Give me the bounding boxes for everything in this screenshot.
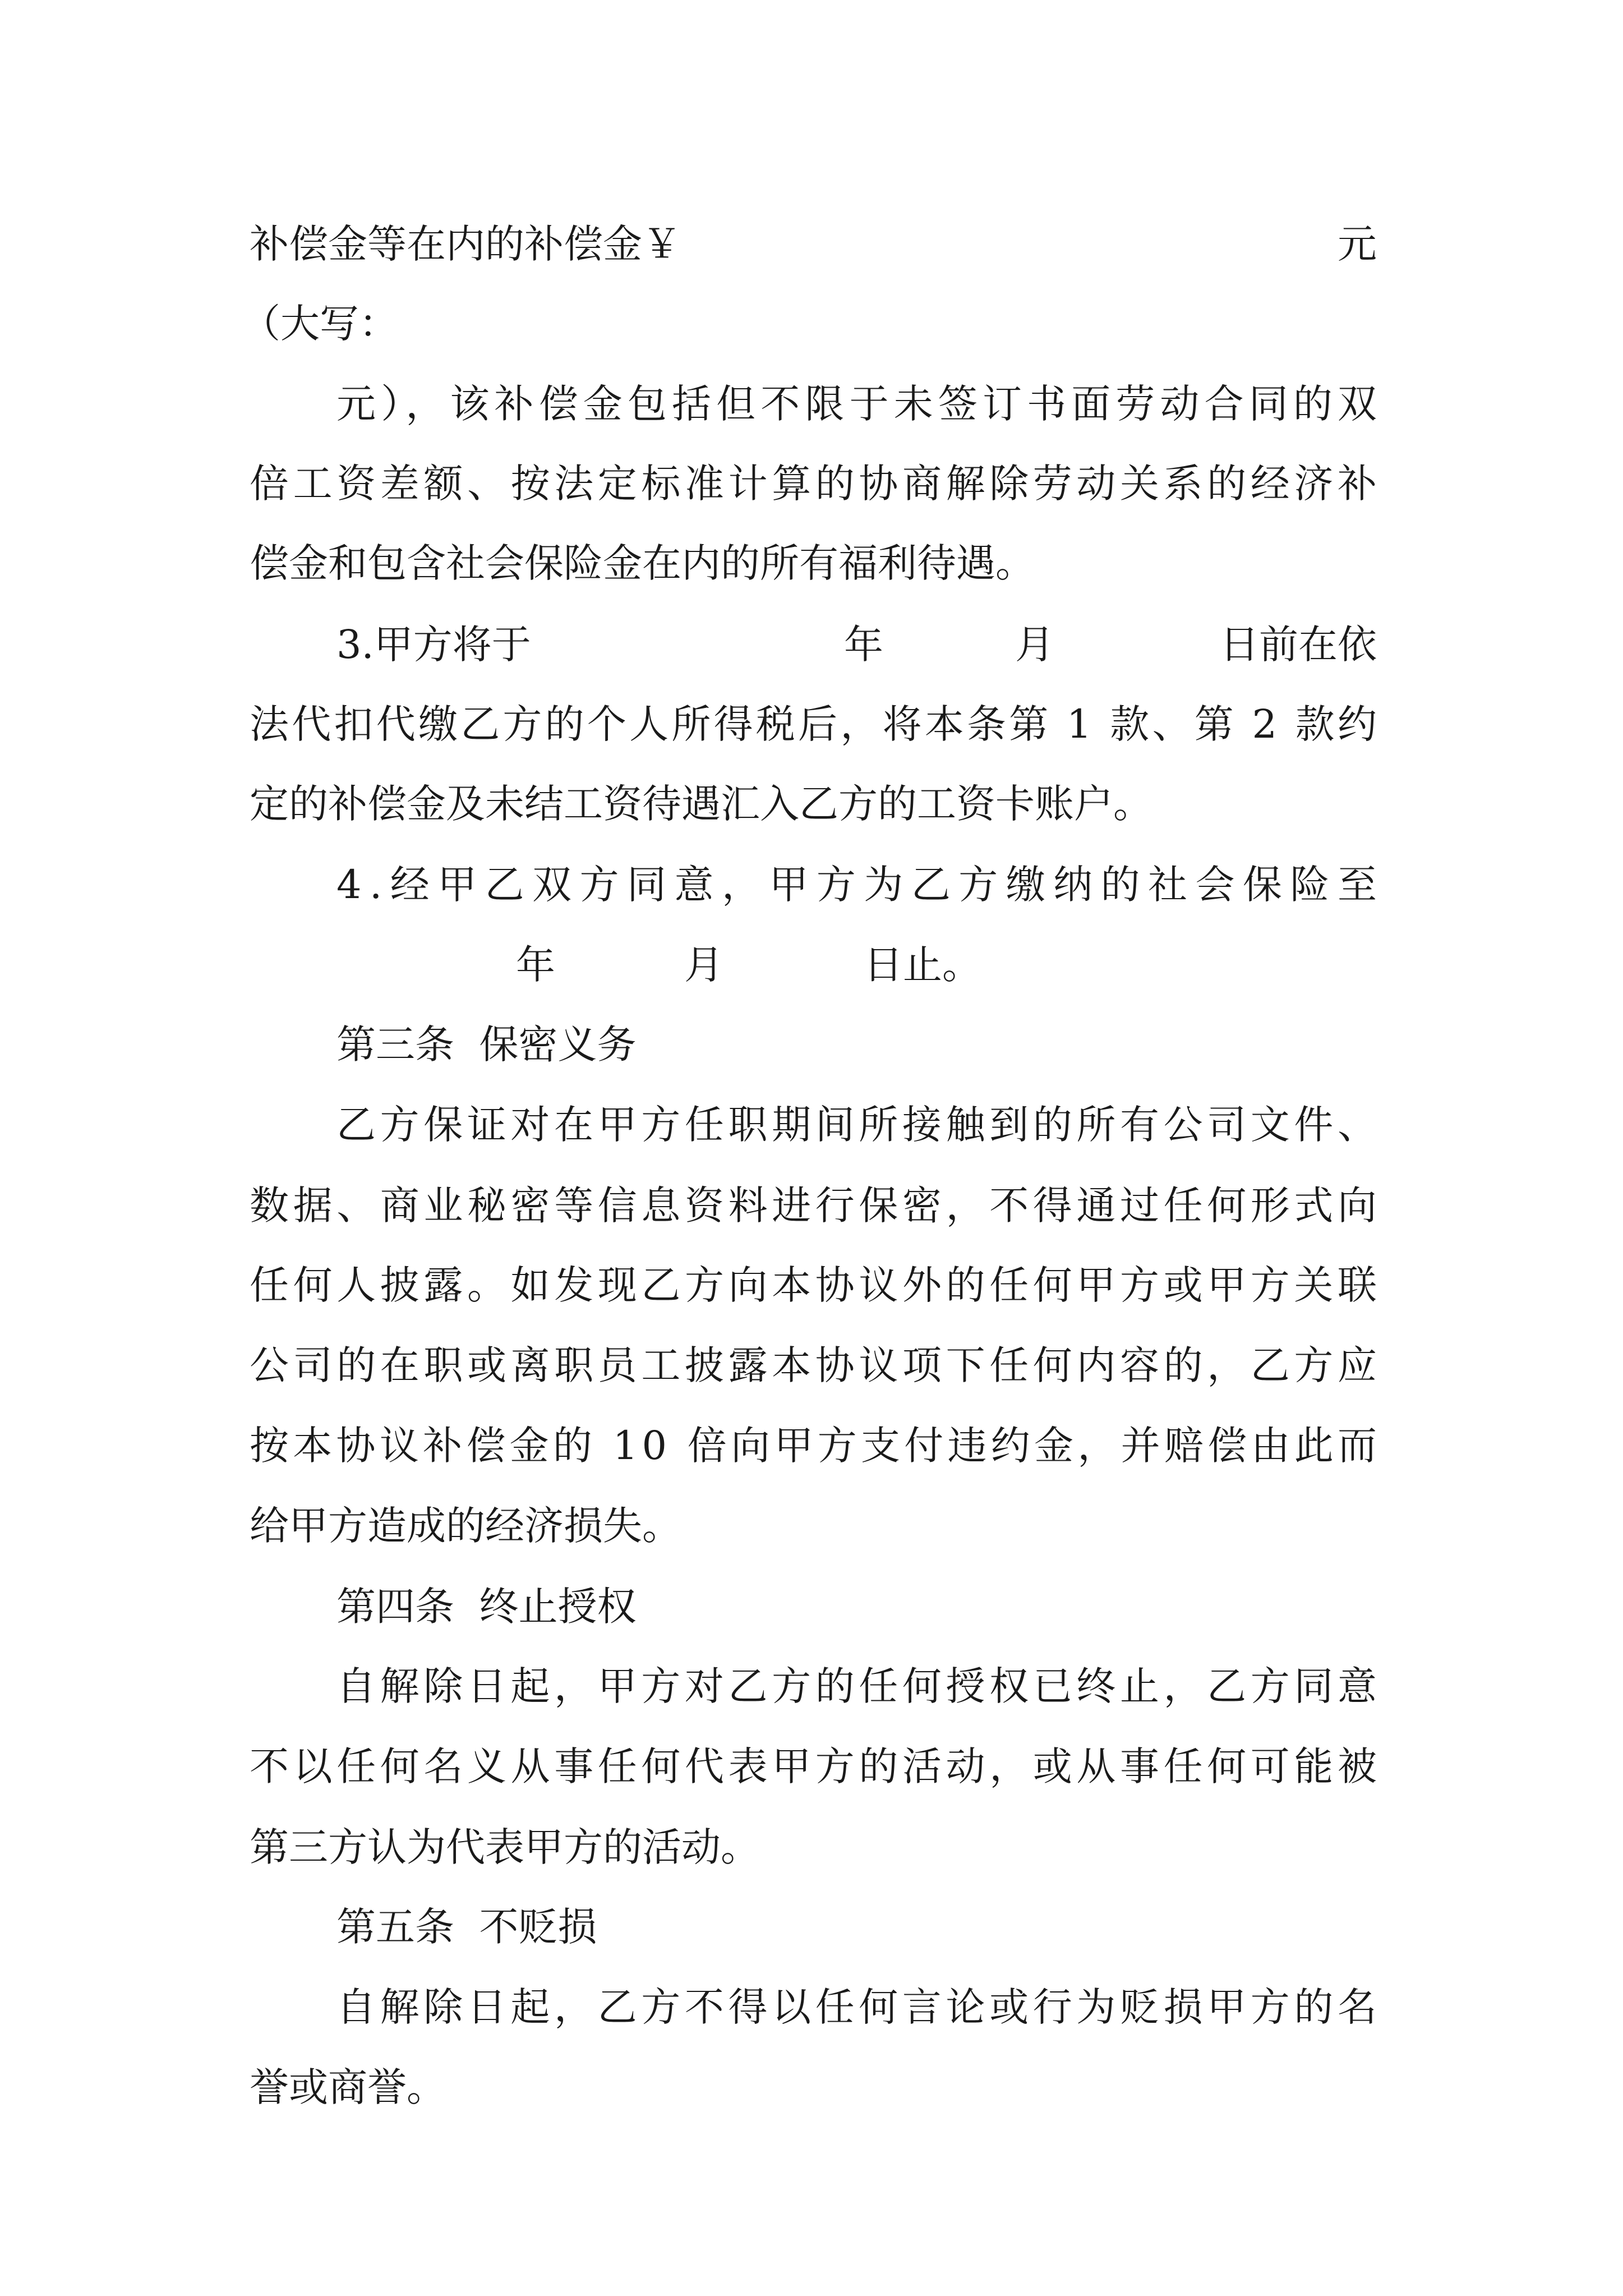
text-line — [250, 1722, 1381, 1811]
text-line — [250, 920, 1377, 1010]
text-segment: （大写： — [241, 301, 398, 347]
text-segment: 法代扣代缴乙方的个人所得税后，将本条第 1 款、第 2 款约 — [250, 701, 1380, 747]
text-segment: 誉或商誉。 — [250, 2064, 446, 2110]
section-heading — [336, 1000, 1377, 1089]
text-line — [336, 1080, 1381, 1170]
text-line — [241, 279, 1368, 369]
text-line — [336, 840, 1385, 930]
text-segment: 按本协议补偿金的 10 倍向甲方支付违约金，并赔偿由此而 — [250, 1423, 1381, 1469]
text-segment: 定的补偿金及未结工资待遇汇入乙方的工资卡账户。 — [250, 781, 1152, 827]
text-line — [250, 199, 1377, 289]
text-segment: 4.经甲乙双方同意，甲方为乙方缴纳的社会保险至 — [336, 862, 1385, 908]
text-line — [336, 1641, 1381, 1731]
text-segment: 月 — [684, 942, 723, 988]
text-segment: 3.甲方将于 — [336, 622, 531, 668]
text-segment: 第四条 终止授权 — [336, 1584, 637, 1630]
text-segment: 自解除日起，甲方对乙方的任何授权已终止，乙方同意 — [336, 1663, 1381, 1709]
section-heading — [336, 1562, 1377, 1651]
text-line — [250, 518, 1377, 608]
text-segment: 元），该补偿金包括但不限于未签订书面劳动合同的双 — [336, 381, 1382, 427]
text-line — [336, 600, 1377, 689]
text-segment: 年 — [516, 942, 555, 988]
text-segment: 补偿金等在内的补偿金￥ — [250, 221, 681, 267]
text-segment: 给甲方造成的经济损失。 — [250, 1503, 681, 1549]
text-segment: 自解除日起，乙方不得以任何言论或行为贬损甲方的名 — [336, 1984, 1381, 2030]
text-line — [250, 1161, 1381, 1250]
text-segment: 偿金和包含社会保险金在内的所有福利待遇。 — [250, 540, 1035, 586]
text-line — [250, 759, 1377, 849]
text-segment: 日前在依 — [1220, 622, 1377, 668]
text-segment: 第三条 保密义务 — [336, 1022, 637, 1068]
text-segment: 公司的在职或离职员工披露本协议项下任何内容的，乙方应 — [250, 1342, 1381, 1388]
text-segment: 元 — [1338, 221, 1377, 267]
text-segment: 日止。 — [864, 942, 981, 988]
section-heading — [336, 1882, 1377, 1972]
text-line — [250, 1240, 1381, 1330]
text-line — [250, 1320, 1381, 1410]
text-segment: 月 — [1015, 622, 1054, 668]
text-segment: 年 — [844, 622, 883, 668]
text-line — [336, 359, 1382, 449]
text-segment: 任何人披露。如发现乙方向本协议外的任何甲方或甲方关联 — [250, 1262, 1381, 1308]
text-line — [250, 679, 1380, 769]
text-line — [250, 1481, 1377, 1571]
text-line — [250, 2042, 1377, 2132]
text-segment: 乙方保证对在甲方任职期间所接触到的所有公司文件、 — [336, 1102, 1381, 1148]
text-line — [250, 1802, 1377, 1892]
text-segment: 不以任何名义从事任何代表甲方的活动，或从事任何可能被 — [250, 1743, 1381, 1789]
text-line — [250, 439, 1381, 528]
text-line — [336, 1962, 1381, 2052]
text-segment: 数据、商业秘密等信息资料进行保密，不得通过任何形式向 — [250, 1182, 1381, 1228]
text-segment: 倍工资差额、按法定标准计算的协商解除劳动关系的经济补 — [250, 461, 1381, 507]
text-line — [250, 1401, 1381, 1490]
text-segment: 第三方认为代表甲方的活动。 — [250, 1824, 760, 1870]
text-segment: 第五条 不贬损 — [336, 1904, 597, 1950]
